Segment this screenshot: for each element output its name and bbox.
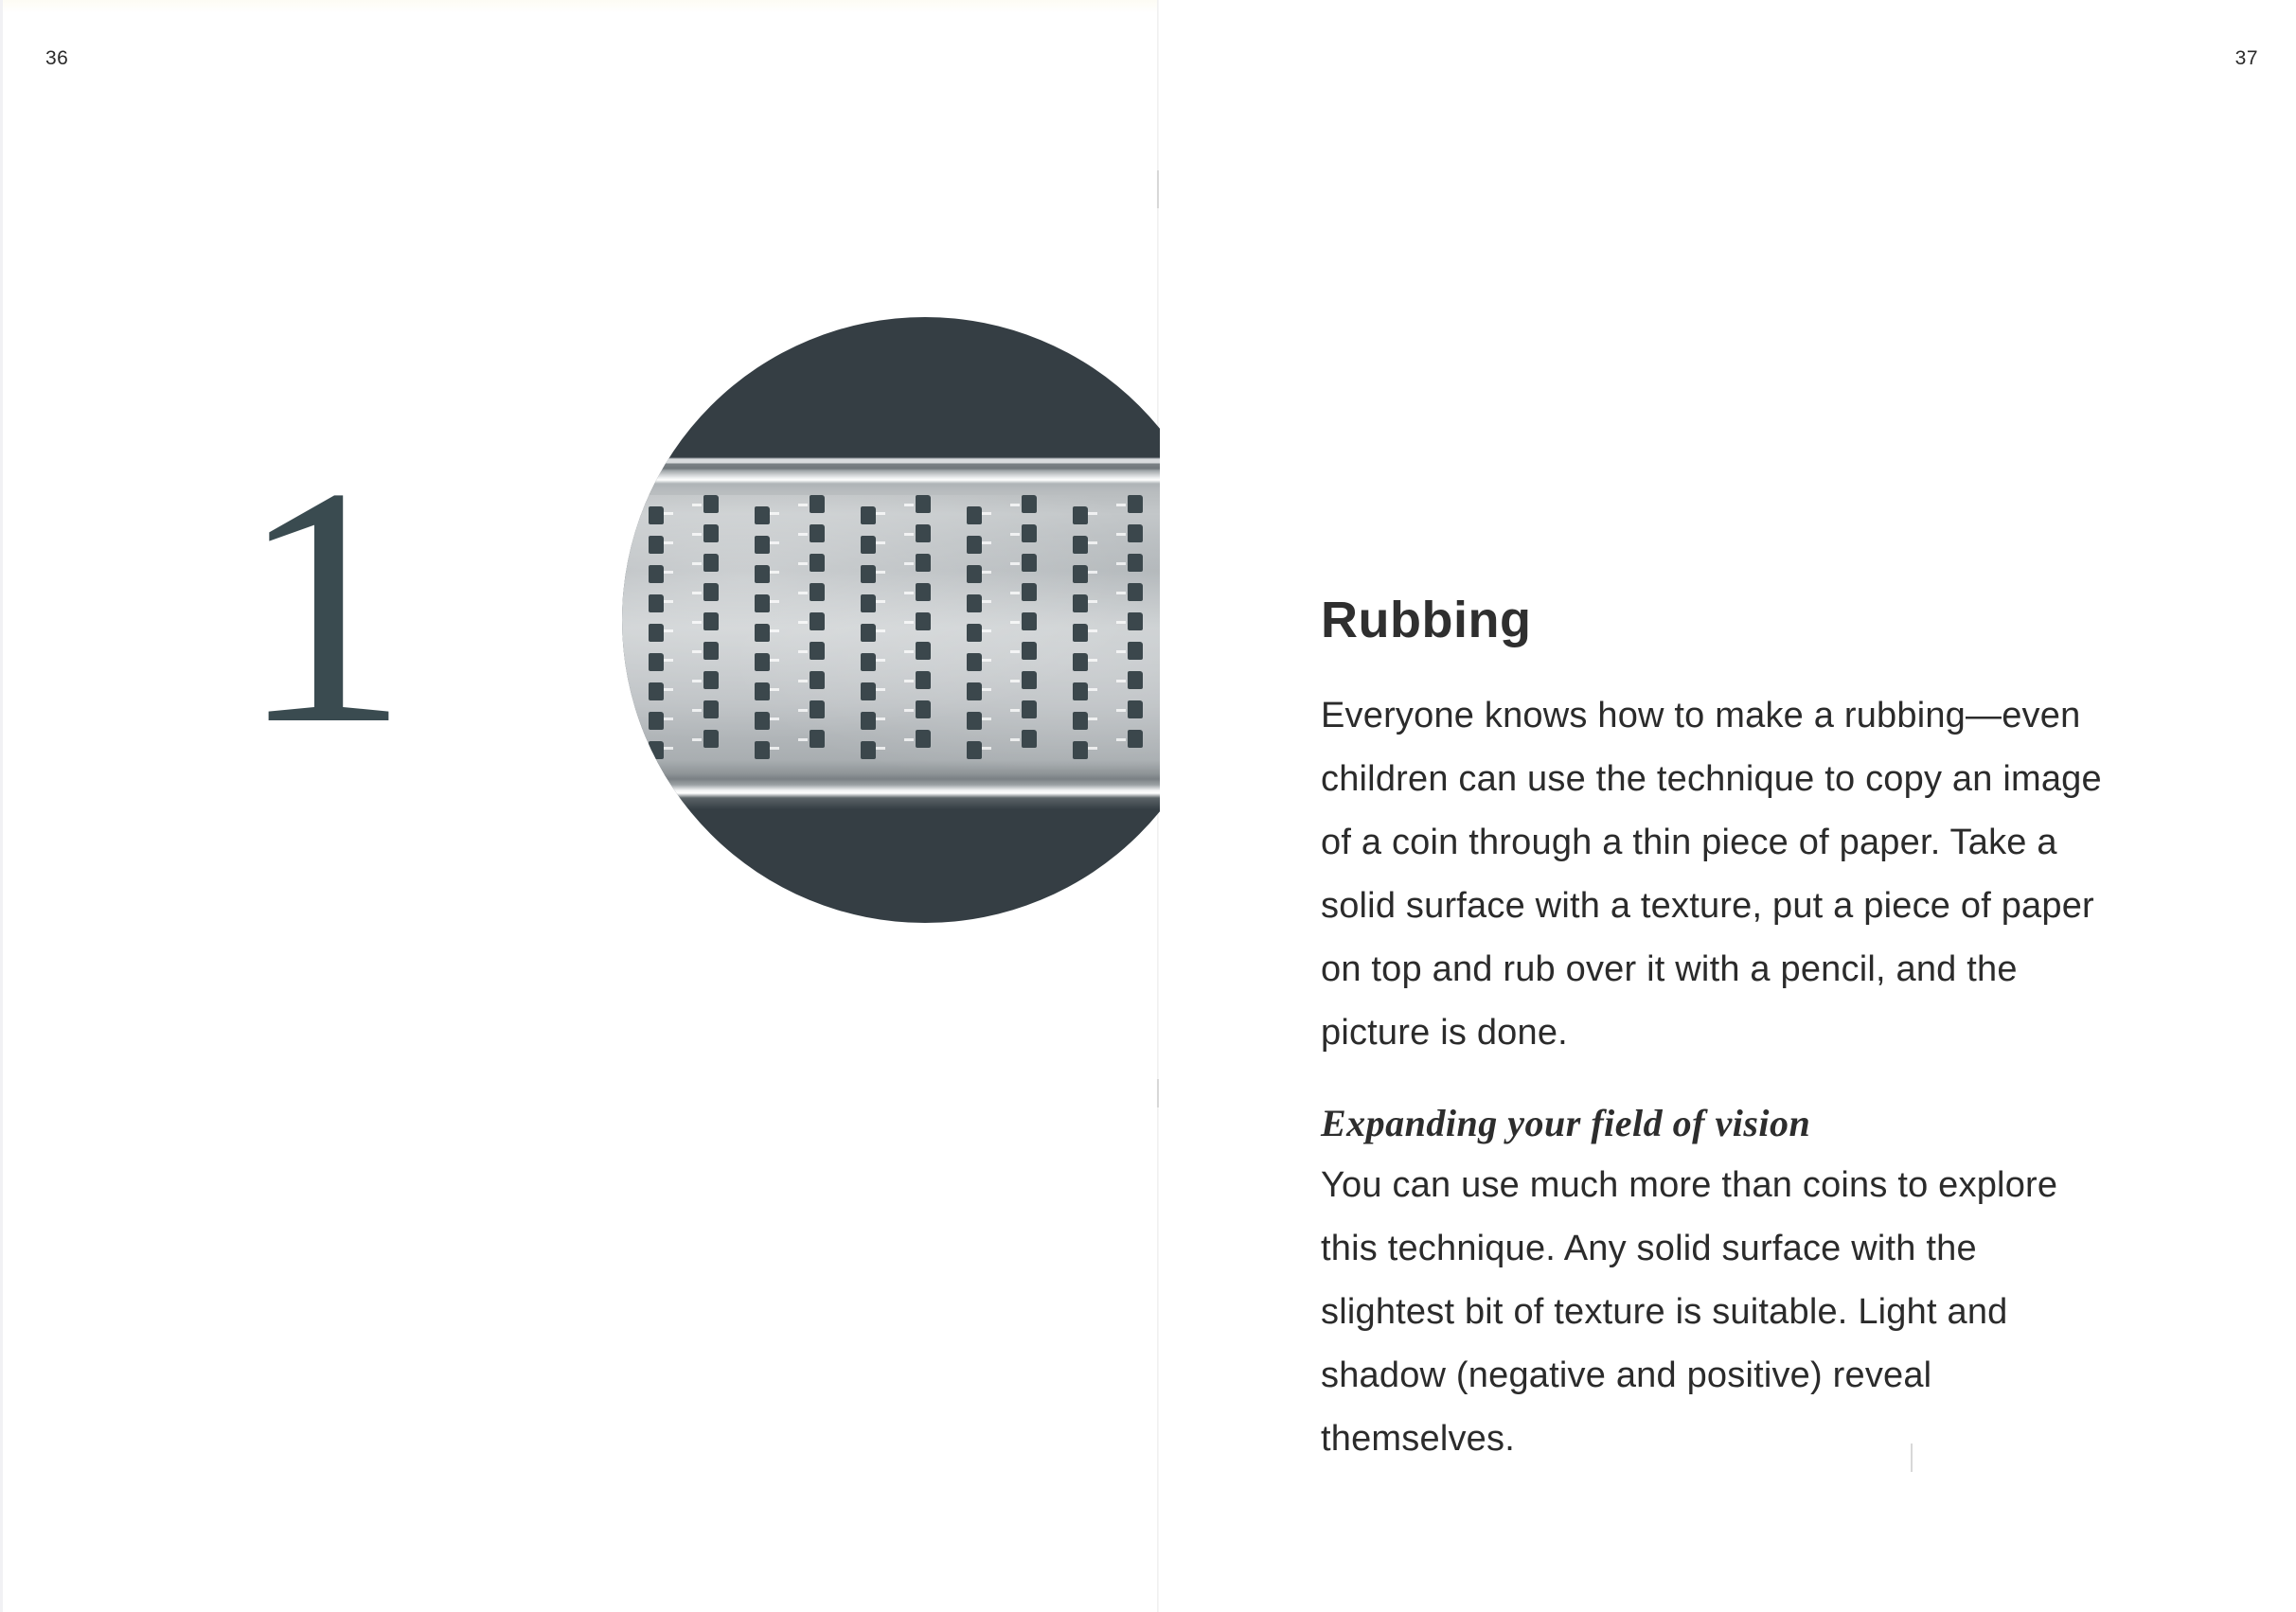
- grater-hole: [810, 524, 825, 542]
- grater-hole: [649, 682, 664, 700]
- grater-metal-band: [622, 457, 1160, 809]
- grater-hole: [755, 741, 770, 759]
- scan-artifact: [1157, 1079, 1159, 1107]
- grater-hole: [967, 741, 982, 759]
- page-edge-left: [0, 0, 3, 1612]
- grater-hole: [1073, 682, 1088, 700]
- grater-hole: [649, 712, 664, 730]
- grater-hole: [649, 536, 664, 554]
- photo-circle-mask: [622, 317, 1160, 923]
- grater-hole: [1022, 671, 1037, 689]
- grater-hole: [861, 682, 876, 700]
- subsection-heading: Expanding your field of vision: [1321, 1102, 1811, 1144]
- grater-hole: [1128, 671, 1143, 689]
- grater-hole: [967, 712, 982, 730]
- grater-hole: [703, 642, 719, 660]
- grater-hole: [916, 583, 931, 601]
- grater-hole: [861, 536, 876, 554]
- article-text: [1321, 582, 2220, 1471]
- grater-hole: [755, 594, 770, 612]
- grater-hole: [1128, 612, 1143, 630]
- scan-artifact: [1911, 1444, 1913, 1472]
- grater-hole: [755, 536, 770, 554]
- grater-hole: [1022, 642, 1037, 660]
- grater-hole: [861, 594, 876, 612]
- body-line: You can use much more than coins to explore: [1321, 1165, 2058, 1205]
- grater-hole: [916, 642, 931, 660]
- grater-photo: [622, 317, 1160, 923]
- grater-hole: [755, 565, 770, 583]
- grater-hole: [861, 653, 876, 671]
- body-line: shadow (negative and positive) reveal: [1321, 1355, 1932, 1395]
- body-line: solid surface with a texture, put a piece of paper: [1321, 886, 2094, 926]
- grater-hole: [649, 624, 664, 642]
- grater-hole: [967, 536, 982, 554]
- grater-hole: [649, 741, 664, 759]
- grater-hole: [1073, 536, 1088, 554]
- grater-hole: [755, 653, 770, 671]
- grater-hole: [755, 624, 770, 642]
- grater-hole: [1022, 583, 1037, 601]
- body-line: slightest bit of texture is suitable. Light and: [1321, 1292, 2008, 1332]
- page-number-right: 37: [2234, 47, 2258, 69]
- grater-hole: [703, 700, 719, 718]
- grater-hole: [916, 700, 931, 718]
- grater-hole: [916, 671, 931, 689]
- page-number-left: 36: [45, 47, 69, 69]
- grater-hole: [1128, 524, 1143, 542]
- grater-hole: [1073, 594, 1088, 612]
- body-line: on top and rub over it with a pencil, and the: [1321, 949, 2018, 989]
- grater-hole: [861, 565, 876, 583]
- grater-hole: [1073, 712, 1088, 730]
- body-line: themselves.: [1321, 1419, 1515, 1459]
- grater-hole: [916, 612, 931, 630]
- chapter-numeral: 1: [239, 416, 409, 794]
- grater-hole: [916, 524, 931, 542]
- grater-hole: [1022, 612, 1037, 630]
- section-title: Rubbing: [1321, 592, 1532, 648]
- grater-hole: [649, 565, 664, 583]
- grater-hole: [703, 671, 719, 689]
- body-line: Everyone knows how to make a rubbing—even: [1321, 696, 2081, 735]
- grater-hole: [810, 612, 825, 630]
- grater-hole: [861, 712, 876, 730]
- grater-hole: [703, 583, 719, 601]
- grater-hole: [1073, 506, 1088, 524]
- grater-hole: [1073, 741, 1088, 759]
- grater-hole: [703, 730, 719, 748]
- grater-hole: [755, 712, 770, 730]
- grater-hole: [649, 506, 664, 524]
- grater-hole: [1022, 700, 1037, 718]
- grater-hole: [703, 612, 719, 630]
- grater-hole: [1128, 700, 1143, 718]
- grater-hole: [861, 506, 876, 524]
- grater-hole: [967, 624, 982, 642]
- grater-hole: [916, 554, 931, 572]
- grater-hole: [967, 653, 982, 671]
- body-line: of a coin through a thin piece of paper. Take a: [1321, 823, 2057, 862]
- grater-hole: [649, 594, 664, 612]
- grater-hole: [1022, 730, 1037, 748]
- grater-hole: [810, 700, 825, 718]
- grater-hole: [1073, 653, 1088, 671]
- grater-hole: [967, 682, 982, 700]
- body-line: picture is done.: [1321, 1013, 1568, 1053]
- scan-top-tint: [0, 0, 1157, 13]
- grater-hole: [1022, 524, 1037, 542]
- body-line: this technique. Any solid surface with the: [1321, 1229, 1977, 1268]
- grater-hole: [810, 495, 825, 513]
- scan-artifact: [1157, 170, 1159, 208]
- grater-hole: [1022, 554, 1037, 572]
- grater-hole: [703, 495, 719, 513]
- grater-hole: [967, 594, 982, 612]
- grater-hole: [703, 554, 719, 572]
- body-line: children can use the technique to copy an image: [1321, 759, 2102, 799]
- grater-hole: [703, 524, 719, 542]
- grater-hole: [1073, 624, 1088, 642]
- grater-hole: [1128, 642, 1143, 660]
- subsection-paragraph: [1321, 1154, 2220, 1471]
- intro-paragraph: [1321, 684, 2220, 1065]
- grater-hole: [810, 642, 825, 660]
- grater-hole: [1128, 583, 1143, 601]
- grater-hole: [810, 671, 825, 689]
- grater-hole: [755, 682, 770, 700]
- grater-hole: [755, 506, 770, 524]
- grater-hole: [967, 506, 982, 524]
- grater-hole: [810, 730, 825, 748]
- grater-hole: [810, 554, 825, 572]
- grater-hole: [1128, 495, 1143, 513]
- grater-hole: [916, 730, 931, 748]
- grater-hole: [810, 583, 825, 601]
- grater-hole: [1022, 495, 1037, 513]
- grater-hole: [967, 565, 982, 583]
- grater-hole: [649, 653, 664, 671]
- grater-hole: [1128, 554, 1143, 572]
- grater-hole: [861, 624, 876, 642]
- grater-hole: [1073, 565, 1088, 583]
- grater-hole: [916, 495, 931, 513]
- grater-hole: [1128, 730, 1143, 748]
- grater-hole: [861, 741, 876, 759]
